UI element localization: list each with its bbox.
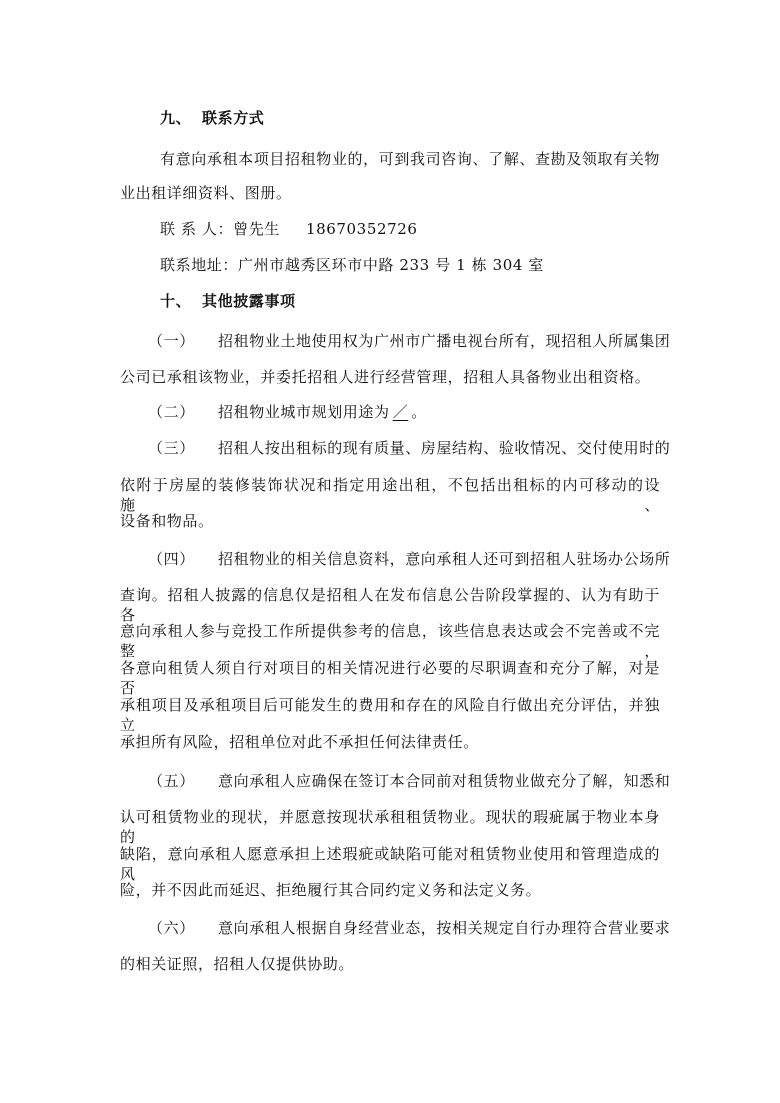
list-item-4 xyxy=(148,549,670,569)
section-number: 十、 xyxy=(160,292,192,310)
contact-address xyxy=(160,255,544,275)
section-number: 九、 xyxy=(160,109,192,127)
list-item-1 xyxy=(148,331,670,351)
item-number: （六） xyxy=(148,919,195,937)
item-number: （四） xyxy=(148,550,195,568)
paragraph-line: 意向承租人根据自身经营业态，按相关规定自行办理符合营业要求 xyxy=(218,919,671,937)
paragraph-line: 招租物业土地使用权为广州市广播电视台所有，现招租人所属集团 xyxy=(218,332,671,350)
paragraph-line: 缺陷，意向承租人愿意承担上述瑕疵或缺陷可能对租赁物业使用和管理造成的风 xyxy=(120,845,660,883)
paragraph-line: 承担所有风险，招租单位对此不承担任何法律责任。 xyxy=(120,733,479,751)
contact-person xyxy=(160,219,418,239)
list-item-2 xyxy=(148,402,427,422)
contact-name: 曾先生 xyxy=(233,220,280,238)
section-heading-10 xyxy=(160,291,296,311)
paragraph-line: 招租人按出租标的现有质量、房屋结构、验收情况、交付使用时的 xyxy=(218,439,671,457)
item-number: （一） xyxy=(148,332,195,350)
paragraph-line: 公司已承租该物业，并委托招租人进行经营管理，招租人具备物业出租资格。 xyxy=(120,368,651,386)
blank-field-value: ／ xyxy=(392,403,409,421)
paragraph-line: 险，并不因此而延迟、拒绝履行其合同约定义务和法定义务。 xyxy=(120,881,542,899)
list-item-5 xyxy=(148,771,670,791)
paragraph-line: 招租物业的相关信息资料，意向承租人还可到招租人驻场办公场所 xyxy=(218,550,671,568)
paragraph-line: 意向承租人应确保在签订本合同前对租赁物业做充分了解，知悉和 xyxy=(218,772,671,790)
section-title: 其他披露事项 xyxy=(202,292,296,310)
paragraph-line: 设备和物品。 xyxy=(120,512,214,530)
paragraph-line: 招租物业城市规划用途为 xyxy=(218,403,390,421)
list-item-3 xyxy=(148,438,670,458)
paragraph-line: 的相关证照，招租人仅提供协助。 xyxy=(120,955,355,973)
paragraph-line: 承租项目及承租项目后可能发生的费用和存在的风险自行做出充分评估，并独立 xyxy=(120,696,660,734)
item-number: （五） xyxy=(148,772,195,790)
paragraph-line: 有意向承租本项目招租物业的，可到我司咨询、了解、查勘及领取有关物 xyxy=(160,150,660,168)
paragraph-line: 认可租赁物业的现状，并愿意按现状承租租赁物业。现状的瑕疵属于物业本身的 xyxy=(120,808,660,846)
section-title: 联系方式 xyxy=(202,109,265,127)
paragraph-line: 查询。招租人披露的信息仅是招租人在发布信息公告阶段掌握的、认为有助于各 xyxy=(120,586,660,624)
address-value: 广州市越秀区环市中路 233 号 1 栋 304 室 xyxy=(238,256,545,274)
contact-phone: 18670352726 xyxy=(305,220,418,238)
item-number: （二） xyxy=(148,403,195,421)
item-number: （三） xyxy=(148,439,195,457)
paragraph-tail: 。 xyxy=(411,403,427,421)
paragraph-line: 依附于房屋的装修装饰状况和指定用途出租，不包括出租标的内可移动的设施、 xyxy=(120,476,660,514)
paragraph-line: 业出租详细资料、图册。 xyxy=(120,184,292,202)
list-item-6 xyxy=(148,918,670,938)
address-label: 联系地址： xyxy=(160,256,239,274)
paragraph-line: 各意向租赁人须自行对项目的相关情况进行必要的尽职调查和充分了解，对是否 xyxy=(120,659,660,697)
section-heading-9 xyxy=(160,108,264,128)
paragraph-line: 意向承租人参与竞投工作所提供参考的信息，该些信息表达或会不完善或不完整， xyxy=(120,622,660,660)
contact-label: 联 系 人： xyxy=(160,220,234,238)
